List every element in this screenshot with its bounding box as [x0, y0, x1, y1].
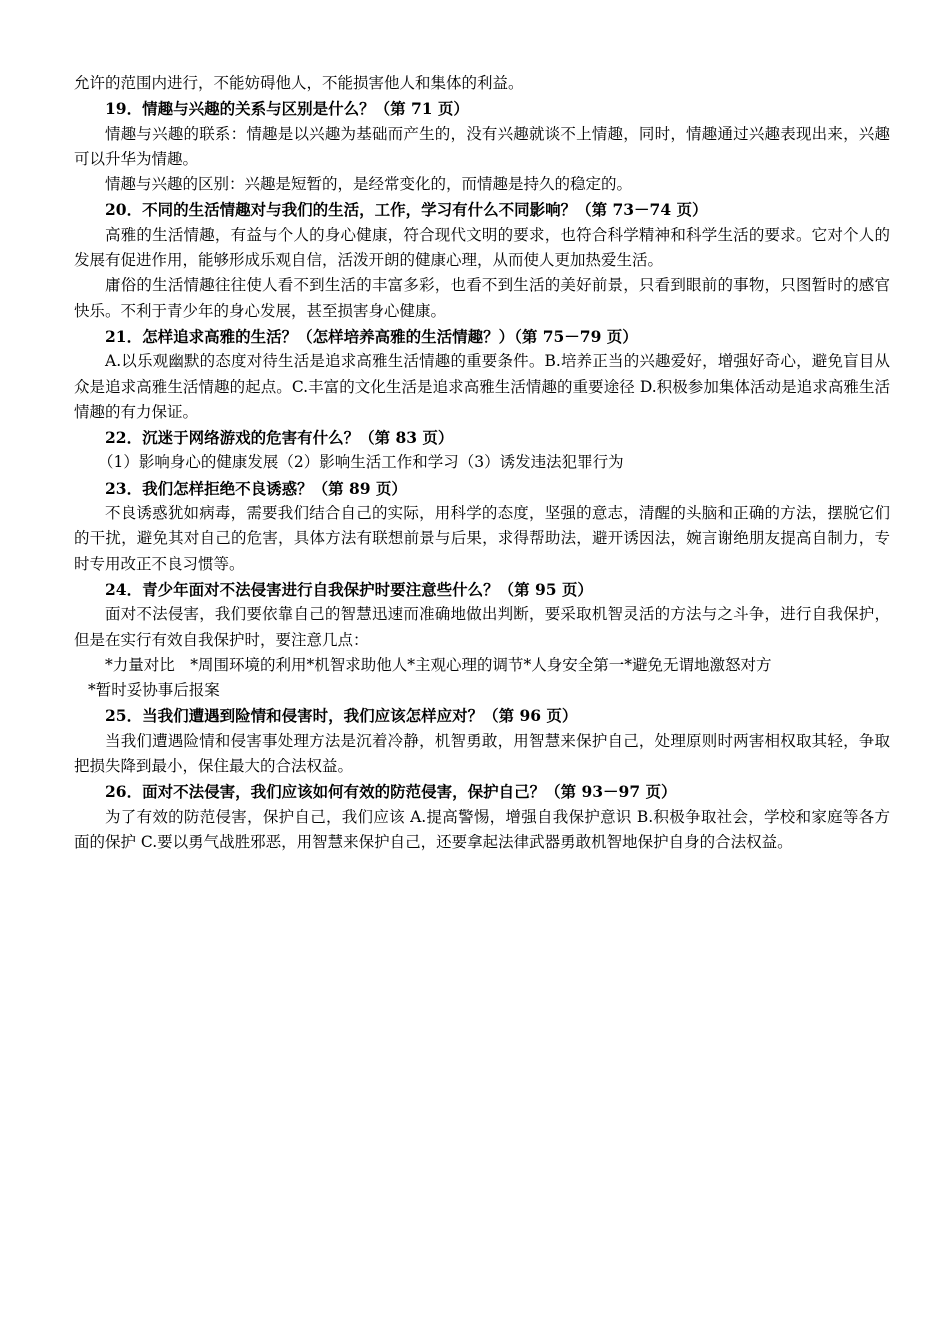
- question-20-heading: 20．不同的生活情趣对与我们的生活，工作，学习有什么不同影响？（第 73－74 页）: [105, 200, 708, 220]
- answer-21: A.以乐观幽默的态度对待生活是追求高雅生活情趣的重要条件。B.培养正当的兴趣爱好，增强好奇心，避免盲目从众是追求高雅生活情趣的起点。C.丰富的文化生活是追求高雅生活情趣的重要途径 D.积极参加集体活动是追求高雅生活情趣的有力保证。: [74, 352, 890, 421]
- answer-23: 不良诱惑犹如病毒，需要我们结合自己的实际，用科学的态度，坚强的意志，清醒的头脑和正确的方法，摆脱它们的干扰，避免其对自己的危害，具体方法有联想前景与后果，求得帮助法，避开诱因法，婉言谢绝朋友提高自制力，专时专用改正不良习惯等。: [74, 504, 890, 573]
- answer-19-connection: 情趣与兴趣的联系：情趣是以兴趣为基础而产生的，没有兴趣就谈不上情趣，同时，情趣通过兴趣表现出来，兴趣可以升华为情趣。: [74, 124, 890, 168]
- answer-26: 为了有效的防范侵害，保护自己，我们应该 A.提高警惕，增强自我保护意识 B.积极争取社会，学校和家庭等各方面的保护 C.要以勇气战胜邪恶，用智慧来保护自己，还要拿起法律武器勇敢机智地保护自身的合法权益。: [74, 807, 890, 851]
- question-26-heading: 26．面对不法侵害，我们应该如何有效的防范侵害，保护自己？（第 93－97 页）: [105, 782, 677, 802]
- answer-24-points: *力量对比 *周围环境的利用*机智求助他人*主观心理的调节*人身安全第一*避免无谓地激怒对方: [105, 655, 772, 674]
- question-25-heading: 25．当我们遭遇到险情和侵害时，我们应该怎样应对？（第 96 页）: [105, 706, 578, 726]
- answer-24-last-point: *暂时妥协事后报案: [88, 681, 220, 700]
- question-23-heading: 23．我们怎样拒绝不良诱惑？（第 89 页）: [105, 478, 407, 498]
- answer-22: （1）影响身心的健康发展（2）影响生活工作和学习（3）诱发违法犯罪行为: [98, 453, 624, 472]
- question-21-heading: 21．怎样追求高雅的生活？（怎样培养高雅的生活情趣？）（第 75－79 页）: [105, 326, 638, 346]
- answer-19-difference: 情趣与兴趣的区别：兴趣是短暂的，是经常变化的，而情趣是持久的稳定的。: [105, 175, 633, 194]
- answer-20-vulgar: 庸俗的生活情趣往往使人看不到生活的丰富多彩，也看不到生活的美好前景，只看到眼前的事物，只图暂时的感官快乐。不利于青少年的身心发展，甚至损害身心健康。: [74, 276, 890, 320]
- paragraph-continuation: 允许的范围内进行，不能妨碍他人，不能损害他人和集体的利益。: [74, 74, 524, 92]
- question-19-heading: 19．情趣与兴趣的关系与区别是什么？（第 71 页）: [105, 99, 469, 119]
- answer-24-intro: 面对不法侵害，我们要依靠自己的智慧迅速而准确地做出判断，要采取机智灵活的方法与之斗争，进行自我保护，但是在实行有效自我保护时，要注意几点：: [74, 605, 890, 649]
- question-22-heading: 22．沉迷于网络游戏的危害有什么？（第 83 页）: [105, 428, 454, 448]
- answer-25: 当我们遭遇险情和侵害事处理方法是沉着冷静，机智勇敢，用智慧来保护自己，处理原则时两害相权取其轻，争取把损失降到最小，保住最大的合法权益。: [74, 731, 890, 776]
- answer-20-elegant: 高雅的生活情趣，有益与个人的身心健康，符合现代文明的要求，也符合科学精神和科学生活的要求。它对个人的发展有促进作用，能够形成乐观自信，活泼开朗的健康心理，从而使人更加热爱生活。: [74, 225, 890, 270]
- question-24-heading: 24．青少年面对不法侵害进行自我保护时要注意些什么？（第 95 页）: [105, 579, 593, 599]
- document-page: [74, 71, 890, 855]
